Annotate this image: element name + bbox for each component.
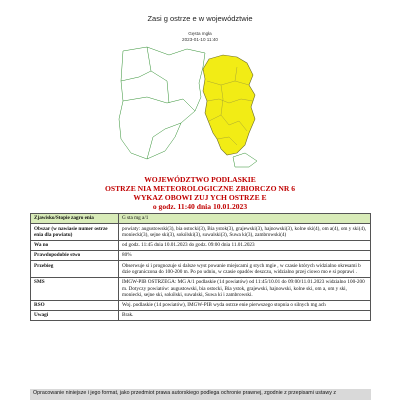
table-row [31, 250, 371, 260]
row-value: Obserwuje si i prognozuje si dalsze wyst powanie miejscami g stych mgie , w czasie których widzialno okresami b dzie ograniczona do 100-200 m. Po po udniu, w czasie opadów deszczu, widzialno przej ciowo mo e si poprawi . [119, 261, 371, 278]
row-value: Brak. [119, 310, 371, 320]
row-value: Woj. podlaskie (14 powiatów), IMGW-PIB wyda ostrze enie pierwszego stopnia o silnych mg ach [119, 300, 371, 310]
bulletin-number: OSTRZE NIA METEOROLOGICZNE ZBIORCZO NR 6 [104, 184, 296, 193]
row-label: RSO [31, 300, 119, 310]
row-label: Wa no [31, 240, 119, 250]
bulletin-datetime: o godz. 11:40 dnia 10.01.2023 [152, 202, 248, 211]
table-row [31, 214, 371, 224]
map-phenomenon-label: Gęsta mgła [188, 31, 212, 36]
page-header: Zasi g ostrze e w województwie [147, 14, 253, 23]
row-label: Zjawisko/Stopie zagro enia [31, 214, 119, 224]
row-value: G sta mg a/1 [119, 214, 371, 224]
warning-map-svg [117, 41, 287, 169]
row-label: Prawdopodobie stwo [31, 250, 119, 260]
row-label: Uwagi [31, 310, 119, 320]
table-row [31, 310, 371, 320]
table-row [31, 224, 371, 241]
row-value: powiaty: augustowski(3), bia ostocki(3), Bia ystok(3), grajewski(3), hajnowski(3), kolne ski(4), om a(4), om y ski(4), moniecki(3), sejne ski(3), sokólski(3), suwalski(3), Suwa ki(3), zambrowski(4) [119, 224, 371, 241]
row-value: IMGW-PIB OSTRZEGA: MG A/1 podlaskie (14 powiatów) od 11:45/10.01 do 09:00/11.01.2023 widzialno 100-200 m. Dotyczy powiatów: augustowski, bia ostocki, Bia ystok, grajewski, hajnowski, kolne ski, om a, om y ski, moniecki, sejne ski, sokólski, suwalski, Suwa ki i zambrowski. [119, 277, 371, 300]
row-value: 80% [119, 250, 371, 260]
copyright-notice: Opracowanie niniejsze i jego format, jako przedmiot prawa autorskiego podlega ochronie prawnej, zgodnie z przepisami ustawy z [30, 389, 371, 400]
region-name: WOJEWÓDZTWO PODLASKIE [144, 175, 256, 184]
warning-heading [0, 175, 400, 211]
row-label: Obszar (w nawiasie numer ostrze enia dla powiatu) [31, 224, 119, 241]
table-row [31, 277, 371, 300]
warning-table [30, 213, 371, 321]
row-value: od godz. 11:45 dnia 10.01.2023 do godz. 09:00 dnia 11.01.2023 [119, 240, 371, 250]
podlaskie-warning-area [203, 55, 255, 155]
row-label: SMS [31, 277, 119, 300]
table-row [31, 300, 371, 310]
table-row [31, 261, 371, 278]
bulletin-subtitle: WYKAZ OBOWI ZUJ YCH OSTRZE E [133, 193, 267, 202]
map-timestamp: 2023-01-10 11:40 [182, 36, 218, 42]
warning-map [117, 41, 287, 169]
row-label: Przebieg [31, 261, 119, 278]
table-row [31, 240, 371, 250]
